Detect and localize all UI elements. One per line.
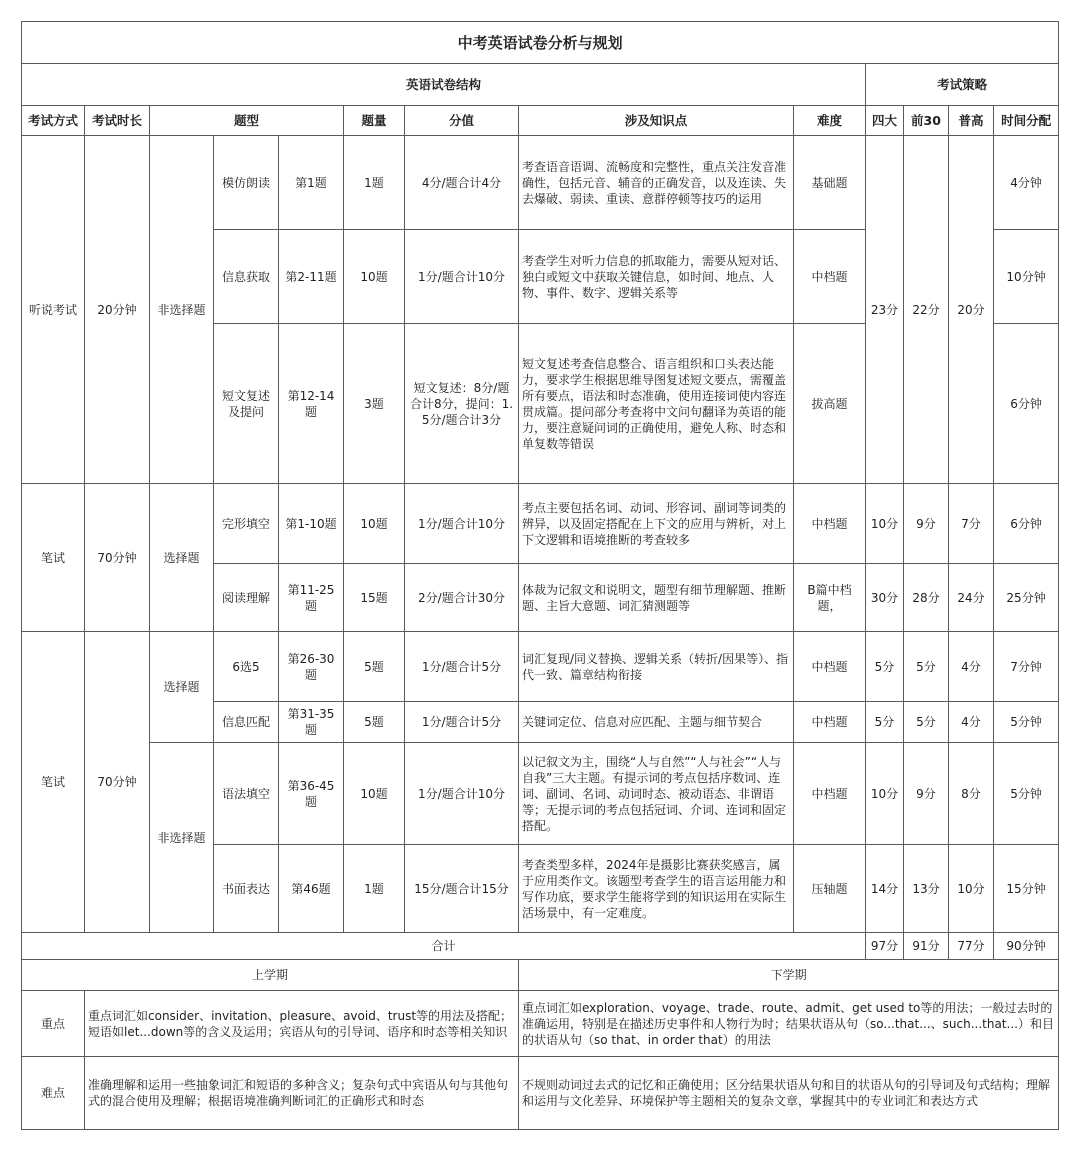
question-score: 4分/题合计4分 [405, 136, 519, 230]
term-row [22, 1057, 1059, 1130]
question-number: 第46题 [279, 845, 344, 933]
difficulty: 基础题 [794, 136, 866, 230]
question-name: 阅读理解 [214, 564, 279, 632]
header-sida: 四大 [866, 106, 904, 136]
header-mode: 考试方式 [22, 106, 85, 136]
mode-cell: 听说考试 [22, 136, 85, 484]
question-name: 完形填空 [214, 484, 279, 564]
score-pugao: 7分 [949, 484, 994, 564]
question-number: 第11-25题 [279, 564, 344, 632]
score-qian30: 9分 [904, 743, 949, 845]
question-name: 书面表达 [214, 845, 279, 933]
score-pugao: 4分 [949, 702, 994, 743]
knowledge-points: 考查学生对听力信息的抓取能力，需要从短对话、独白或短文中获取关键信息，如时间、地点、人物、事件、数字、逻辑关系等 [519, 230, 794, 324]
difficulty: 中档题 [794, 484, 866, 564]
question-count: 1题 [344, 136, 405, 230]
term-row [22, 991, 1059, 1057]
time-allocation: 5分钟 [994, 743, 1059, 845]
score-sida: 14分 [866, 845, 904, 933]
header-pugao: 普高 [949, 106, 994, 136]
header-qian30: 前30 [904, 106, 949, 136]
time-allocation: 6分钟 [994, 324, 1059, 484]
mode-cell: 笔试 [22, 632, 85, 933]
question-count: 10题 [344, 230, 405, 324]
knowledge-points: 考查语音语调、流畅度和完整性，重点关注发音准确性，包括元音、辅音的正确发音，以及连读、失去爆破、弱读、重读、意群停顿等技巧的运用 [519, 136, 794, 230]
score-pugao: 20分 [949, 136, 994, 484]
mode-cell: 笔试 [22, 484, 85, 632]
question-count: 5题 [344, 632, 405, 702]
category-cell: 非选择题 [150, 136, 214, 484]
score-sida: 10分 [866, 484, 904, 564]
question-count: 10题 [344, 743, 405, 845]
difficulty: 中档题 [794, 743, 866, 845]
question-name: 6选5 [214, 632, 279, 702]
score-pugao: 8分 [949, 743, 994, 845]
question-score: 1分/题合计10分 [405, 743, 519, 845]
question-number: 第1题 [279, 136, 344, 230]
category-cell: 选择题 [150, 484, 214, 632]
question-score: 1分/题合计5分 [405, 632, 519, 702]
score-qian30: 5分 [904, 702, 949, 743]
first-term-difficulty: 准确理解和运用一些抽象词汇和短语的多种含义；复杂句式中宾语从句与其他句式的混合使用及理解；根据语境准确判断词汇的正确形式和时态 [85, 1057, 519, 1130]
score-pugao: 24分 [949, 564, 994, 632]
question-score: 短文复述：8分/题合计8分，提问：1.5分/题合计3分 [405, 324, 519, 484]
question-number: 第36-45题 [279, 743, 344, 845]
table-row [22, 632, 1059, 702]
score-sida: 30分 [866, 564, 904, 632]
second-term-header: 下学期 [519, 960, 1059, 991]
question-score: 1分/题合计10分 [405, 230, 519, 324]
header-duration: 考试时长 [85, 106, 150, 136]
question-count: 10题 [344, 484, 405, 564]
score-pugao: 4分 [949, 632, 994, 702]
time-allocation: 6分钟 [994, 484, 1059, 564]
question-score: 15分/题合计15分 [405, 845, 519, 933]
question-count: 5题 [344, 702, 405, 743]
question-number: 第26-30题 [279, 632, 344, 702]
question-name: 信息获取 [214, 230, 279, 324]
duration-cell: 70分钟 [85, 484, 150, 632]
score-sida: 5分 [866, 632, 904, 702]
total-qian30: 91分 [904, 933, 949, 960]
time-allocation: 4分钟 [994, 136, 1059, 230]
term-row-label: 难点 [22, 1057, 85, 1130]
score-sida: 5分 [866, 702, 904, 743]
knowledge-points: 考查类型多样，2024年是摄影比赛获奖感言，属于应用类作文。该题型考查学生的语言运用能力和写作功底，要求学生能将学到的知识运用在实际生活场景中，有一定难度。 [519, 845, 794, 933]
section-structure-header: 英语试卷结构 [22, 64, 866, 106]
question-name: 模仿朗读 [214, 136, 279, 230]
second-term-difficulty: 不规则动词过去式的记忆和正确使用；区分结果状语从句和目的状语从句的引导词及句式结构；理解和运用与文化差异、环境保护等主题相关的复杂文章，掌握其中的专业词汇和表达方式 [519, 1057, 1059, 1130]
duration-cell: 70分钟 [85, 632, 150, 933]
knowledge-points: 体裁为记叙文和说明文，题型有细节理解题、推断题、主旨大意题、词汇猜测题等 [519, 564, 794, 632]
question-count: 3题 [344, 324, 405, 484]
score-pugao: 10分 [949, 845, 994, 933]
score-qian30: 22分 [904, 136, 949, 484]
question-score: 1分/题合计10分 [405, 484, 519, 564]
score-qian30: 28分 [904, 564, 949, 632]
difficulty: B篇中档题， [794, 564, 866, 632]
table-row [22, 743, 1059, 845]
difficulty: 中档题 [794, 632, 866, 702]
header-points: 涉及知识点 [519, 106, 794, 136]
header-count: 题量 [344, 106, 405, 136]
question-number: 第2-11题 [279, 230, 344, 324]
question-score: 1分/题合计5分 [405, 702, 519, 743]
question-score: 2分/题合计30分 [405, 564, 519, 632]
total-row [22, 933, 1059, 960]
total-sida: 97分 [866, 933, 904, 960]
question-count: 1题 [344, 845, 405, 933]
section-strategy-header: 考试策略 [866, 64, 1059, 106]
total-pugao: 77分 [949, 933, 994, 960]
category-cell: 非选择题 [150, 743, 214, 933]
first-term-header: 上学期 [22, 960, 519, 991]
term-row-label: 重点 [22, 991, 85, 1057]
category-cell: 选择题 [150, 632, 214, 743]
difficulty: 拔高题 [794, 324, 866, 484]
header-time: 时间分配 [994, 106, 1059, 136]
question-number: 第12-14题 [279, 324, 344, 484]
question-name: 信息匹配 [214, 702, 279, 743]
knowledge-points: 关键词定位、信息对应匹配、主题与细节契合 [519, 702, 794, 743]
second-term-focus: 重点词汇如exploration、voyage、trade、route、admit、get used to等的用法；一般过去时的准确运用，特别是在描述历史事件和人物行为时；结果状语从句（so...that...、such...that...）和目的状语从句（so that、in order that）的用法 [519, 991, 1059, 1057]
header-score: 分值 [405, 106, 519, 136]
score-qian30: 9分 [904, 484, 949, 564]
question-count: 15题 [344, 564, 405, 632]
time-allocation: 15分钟 [994, 845, 1059, 933]
total-time: 90分钟 [994, 933, 1059, 960]
knowledge-points: 短文复述考查信息整合、语言组织和口头表达能力，要求学生根据思维导图复述短文要点，需覆盖所有要点，语法和时态准确，使用连接词使内容连贯成篇。提问部分考查将中文问句翻译为英语的能力，要注意疑问词的正确使用，避免人称、时态和单复数等错误 [519, 324, 794, 484]
knowledge-points: 以记叙文为主，围绕“人与自然”“人与社会”“人与自我”三大主题。有提示词的考点包括序数词、连词、副词、名词、动词时态、被动语态、非谓语等；无提示词的考点包括冠词、介词、连词和固定搭配。 [519, 743, 794, 845]
table-row [22, 484, 1059, 564]
time-allocation: 7分钟 [994, 632, 1059, 702]
term-header-row [22, 960, 1059, 991]
score-qian30: 5分 [904, 632, 949, 702]
question-name: 语法填空 [214, 743, 279, 845]
difficulty: 压轴题 [794, 845, 866, 933]
time-allocation: 25分钟 [994, 564, 1059, 632]
difficulty: 中档题 [794, 230, 866, 324]
duration-cell: 20分钟 [85, 136, 150, 484]
total-label: 合计 [22, 933, 866, 960]
page-title: 中考英语试卷分析与规划 [22, 22, 1059, 64]
table-row [22, 136, 1059, 230]
time-allocation: 10分钟 [994, 230, 1059, 324]
score-sida: 23分 [866, 136, 904, 484]
score-qian30: 13分 [904, 845, 949, 933]
header-type: 题型 [150, 106, 344, 136]
exam-table [21, 21, 1059, 1130]
knowledge-points: 考点主要包括名词、动词、形容词、副词等词类的辨异，以及固定搭配在上下文的应用与辨析，对上下文逻辑和语境推断的考查较多 [519, 484, 794, 564]
question-number: 第31-35题 [279, 702, 344, 743]
analysis-sheet [21, 21, 1058, 1130]
score-sida: 10分 [866, 743, 904, 845]
header-level: 难度 [794, 106, 866, 136]
first-term-focus: 重点词汇如consider、invitation、pleasure、avoid、trust等的用法及搭配；短语如let...down等的含义及运用；宾语从句的引导词、语序和时态等相关知识 [85, 991, 519, 1057]
knowledge-points: 词汇复现/同义替换、逻辑关系（转折/因果等）、指代一致、篇章结构衔接 [519, 632, 794, 702]
time-allocation: 5分钟 [994, 702, 1059, 743]
question-name: 短文复述及提问 [214, 324, 279, 484]
question-number: 第1-10题 [279, 484, 344, 564]
difficulty: 中档题 [794, 702, 866, 743]
